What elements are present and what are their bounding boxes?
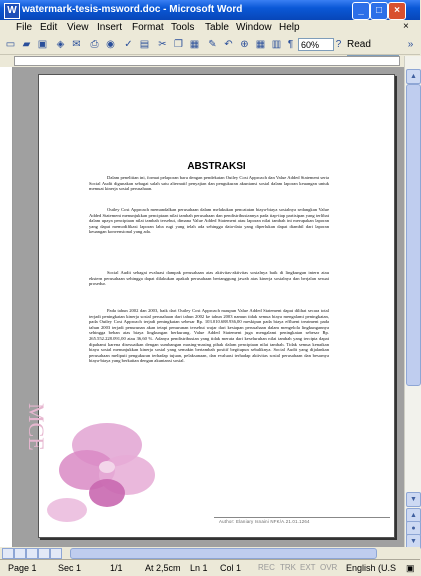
copy-icon[interactable]: ❐: [174, 39, 183, 50]
cut-icon[interactable]: ✂: [158, 39, 167, 50]
menu-window[interactable]: Window: [236, 22, 272, 33]
read-button[interactable]: [347, 39, 371, 50]
menu-tools[interactable]: Tools: [171, 22, 195, 33]
spelling-status-icon[interactable]: ▣: [406, 563, 415, 573]
paste-icon[interactable]: ▦: [189, 39, 200, 50]
menu-edit[interactable]: Edit: [40, 22, 58, 33]
status-trk[interactable]: TRK: [280, 563, 296, 572]
menu-table[interactable]: Table: [205, 22, 229, 33]
scroll-down-arrow-icon[interactable]: ▼: [406, 492, 421, 507]
email-icon[interactable]: ✉: [72, 39, 81, 50]
normal-view-icon[interactable]: [2, 548, 14, 559]
read-label: Read: [347, 39, 371, 50]
footer-divider: [214, 517, 390, 518]
vertical-scrollbar[interactable]: [404, 56, 421, 547]
format-painter-icon[interactable]: ✎: [208, 39, 217, 50]
orchid-watermark-image: [47, 375, 167, 535]
status-ovr[interactable]: OVR: [320, 563, 338, 572]
title-bar: [0, 0, 420, 20]
zoom-select[interactable]: 60%: [298, 38, 334, 51]
close-button[interactable]: ×: [388, 2, 406, 20]
word-app-icon[interactable]: W: [4, 3, 20, 19]
close-document-icon[interactable]: ×: [403, 21, 409, 32]
status-line: Ln 1: [190, 563, 208, 573]
table-icon[interactable]: ▦: [255, 39, 266, 50]
spelling-icon[interactable]: ✓: [124, 39, 133, 50]
help-icon[interactable]: ?: [335, 39, 342, 50]
paragraph-2: Outley Cost Approach memandalkan perusahaan dalam melakukan pencatatan biaya-biaya sosialnya sedangkan Value Added Statement menunjukkan penciptaan nilai tambah perusahaan dan pendistribusiannya pada tiap-tiap partisipan yang terlibat dalam upaya penciptaan nilai tambah tersebut, dimana Value Added Statement atau laporan nilai tambah ini merupakan laporan yang dapat memodifikasi laporan laba rugi yang telah ada sehingga data-data yang diperlukan dapat diambil dari laporan keuangan konvensional yang ada.: [89, 207, 329, 235]
status-language: English (U.S: [346, 563, 397, 573]
undo-icon[interactable]: ↶: [224, 39, 233, 50]
maximize-button[interactable]: □: [370, 2, 388, 20]
menu-insert[interactable]: Insert: [97, 22, 123, 33]
document-footer: Author: Elaniary Isnaini NFK/A.21.01.1264: [219, 519, 310, 524]
horizontal-scrollbar[interactable]: [0, 547, 420, 559]
document-heading: ABSTRAKSI: [187, 161, 246, 172]
outline-view-icon[interactable]: [38, 548, 50, 559]
minimize-button[interactable]: _: [352, 2, 370, 20]
status-at: At 2,5cm: [145, 563, 181, 573]
vertical-ruler[interactable]: [0, 67, 13, 547]
save-icon[interactable]: ▣: [37, 39, 48, 50]
hyperlink-icon[interactable]: ⊕: [240, 39, 249, 50]
show-hide-icon[interactable]: ¶: [287, 39, 294, 50]
status-rec[interactable]: REC: [258, 563, 275, 572]
previous-page-icon[interactable]: ▲: [406, 508, 421, 523]
new-document-icon[interactable]: ▭: [5, 39, 16, 50]
open-folder-icon[interactable]: ▰: [22, 39, 31, 50]
reading-layout-view-icon[interactable]: [50, 548, 62, 559]
status-page: Page 1: [8, 563, 37, 573]
print-layout-view-icon[interactable]: [26, 548, 38, 559]
menu-format[interactable]: Format: [132, 22, 164, 33]
watermark-text: MCE: [24, 403, 49, 451]
status-ext[interactable]: EXT: [300, 563, 316, 572]
vertical-scroll-thumb[interactable]: [406, 84, 421, 386]
window-title: watermark-tesis-msword.doc - Microsoft Word: [22, 4, 243, 15]
paragraph-4: Pada tahun 2002 dan 2003, baik dari Outley Cost Approach maupun Value Added Statement dapat dilihat secara total terjadi peningkatan kinerja sosial perusahaan dari tahun 2002 ke tahun 2003 namun tidak semua biaya mengalami peningkatan, pada Outley Cost Approach terjadi peningkatan sebesar Rp. 103.010.688.936,00 meskipun pada biaya effluent treatment pada tahun 2003 terjadi penurunan akan tetapi penurunan tersebut wajar dari kesiapan perusahaan dalam mengelola lingkungannya sehingga beban atas biaya lingkungan berkurang. Value Added Statement juga mengalami peningkatan sebesar Rp. 265.552.228.091,00 atau 36,60 %. Adanya pendistribusian yang tidak merata dari keseluruhan nilai tambah yang tercipta dapat dipahami karena disesuaikan dengan sumbangan masing-masing pihak dalam penciptaan nilai tambah. Tidak semua kenaikan biaya sosial menunjukkan kinerja sosial yang semakin bertambah positif begitupun sebaliknya. Social Audit yang dijalankan perusahaan meliputi pengukuran terhadap tujuan, pelaksanaan, dan evaluasi terhadap aktivitas sosial perusahaan dan besarnya biaya-biaya yang berkaitan dengan akuntansi sosial.: [89, 308, 329, 364]
menu-file[interactable]: File: [16, 22, 33, 33]
columns-icon[interactable]: ▥: [271, 39, 282, 50]
status-section: Sec 1: [58, 563, 82, 573]
status-column: Col 1: [220, 563, 242, 573]
scroll-up-arrow-icon[interactable]: ▲: [406, 69, 421, 84]
status-bar: [0, 559, 420, 576]
document-area[interactable]: [13, 67, 404, 547]
menu-bar: [0, 20, 420, 36]
horizontal-scroll-thumb[interactable]: [70, 548, 377, 559]
permission-icon[interactable]: ◈: [56, 39, 65, 50]
paragraph-3: Social Audit sebagai evaluasi dampak perusahaan atas aktivitas-aktivitas sosialnya baik di lingkungan intern atau ekstern perusahaan sehingga dapat dilakukan apakah perusahaan bertanggung jawab atas kinerja sosialnya dan berjalan sesuai prosedur.: [89, 270, 329, 287]
next-page-icon[interactable]: ▼: [406, 534, 421, 549]
status-pages: 1/1: [110, 563, 123, 573]
paragraph-1: Dalam penelitian ini, format pelaporan baru dengan pendekatan Outley Cost Approach dan Value Added Statement serta Social Audit digunakan sebagai salah satu alternatif penyajian dan pengukuran akuntansi sosial dalam laporan keuangan untuk memuat kinerja sosial perusahaan.: [89, 175, 329, 192]
select-browse-object-icon[interactable]: ●: [406, 521, 421, 536]
menu-view[interactable]: View: [67, 22, 89, 33]
horizontal-ruler[interactable]: [14, 56, 400, 66]
print-preview-icon[interactable]: ◉: [106, 39, 115, 50]
menu-help[interactable]: Help: [279, 22, 300, 33]
research-icon[interactable]: ▤: [139, 39, 150, 50]
document-page[interactable]: [24, 74, 395, 538]
print-icon[interactable]: ⎙: [90, 39, 99, 50]
web-layout-view-icon[interactable]: [14, 548, 26, 559]
toolbar-options-icon[interactable]: »: [407, 39, 414, 50]
